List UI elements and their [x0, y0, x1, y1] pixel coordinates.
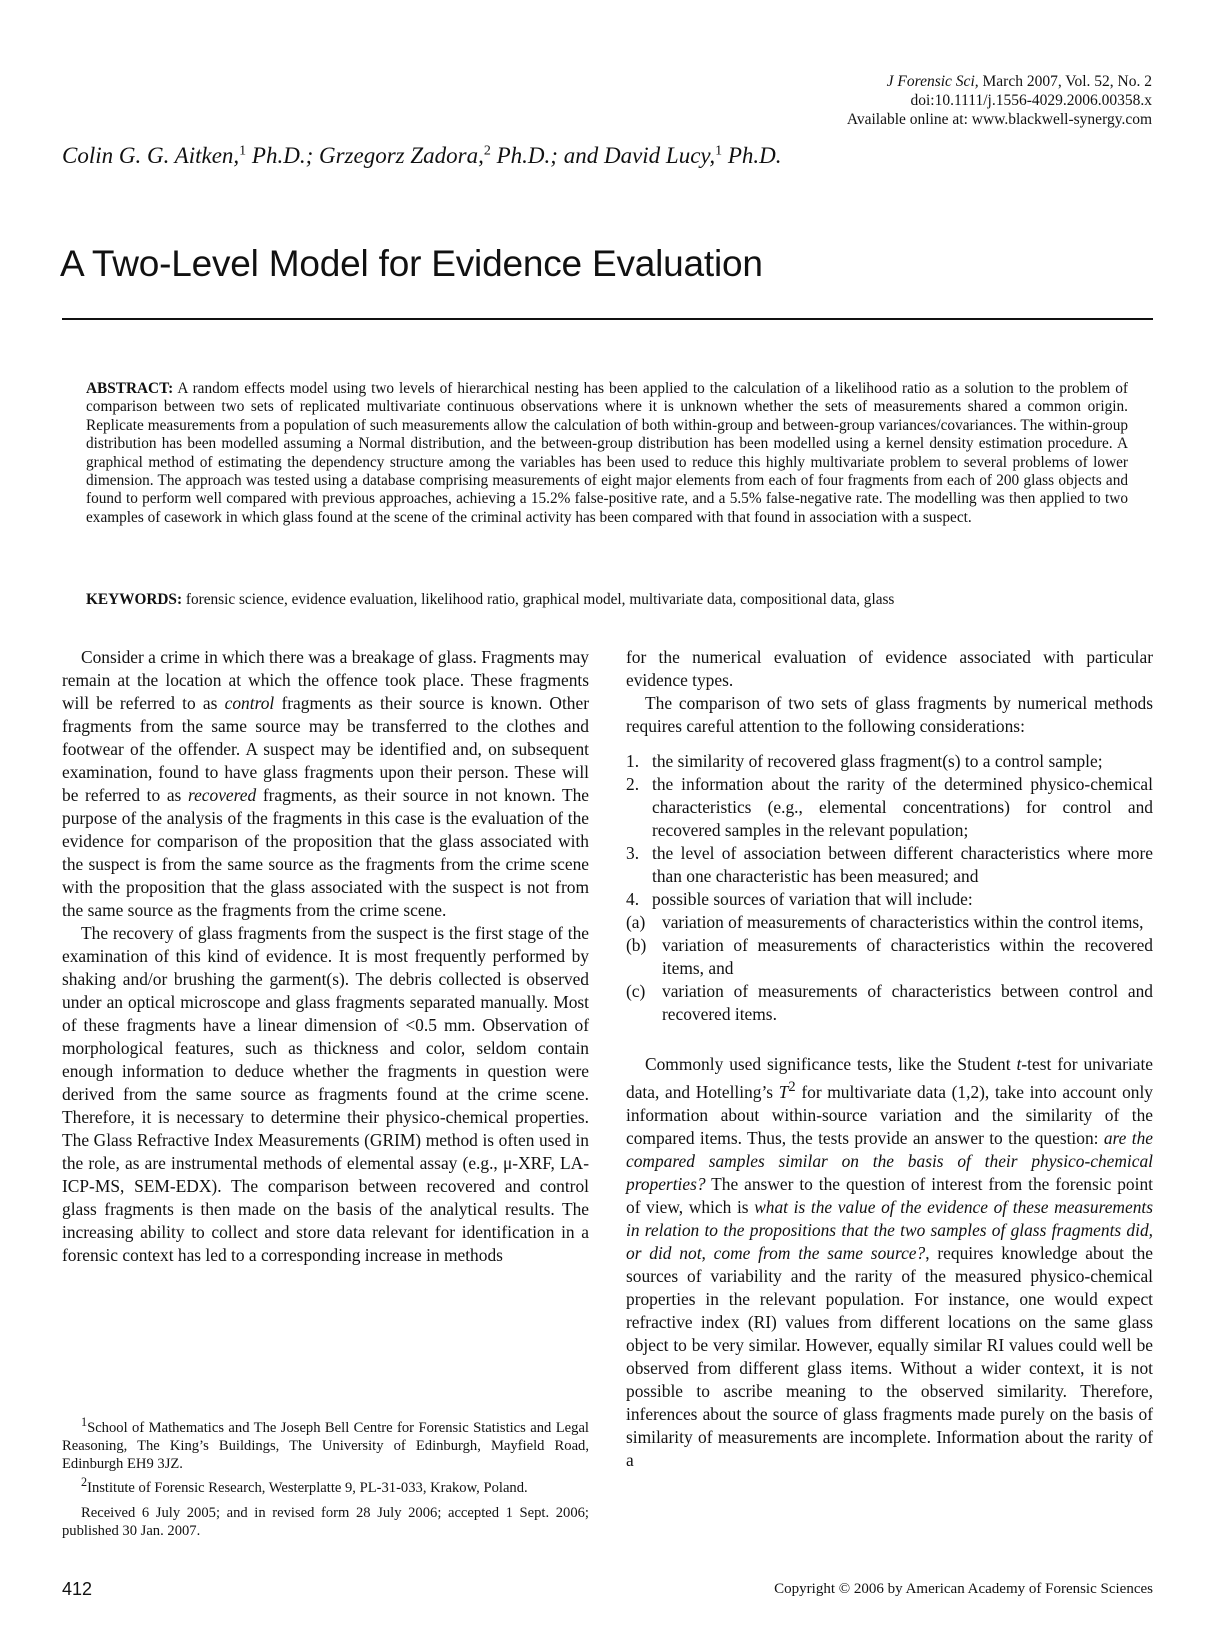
- footnote: [62, 1413, 589, 1473]
- list-text: possible sources of variation that will include:: [652, 889, 973, 909]
- body-paragraph: for the numerical evaluation of evidence associated with particular evidence types.: [626, 647, 1153, 690]
- considerations-list: [626, 750, 1153, 911]
- journal-issue: March 2007, Vol. 52, No. 2: [982, 73, 1152, 90]
- list-text: variation of measurements of characteristics within the control items,: [662, 912, 1144, 932]
- spacer: [626, 1026, 1153, 1053]
- footnote-mark: 2: [81, 1474, 88, 1489]
- text-run: fragments, as their source in not known. The purpose of the analysis of the fragments in this case is the evaluation of the evidence for comparison of the proposition that the glass associated with the suspect is from the same source as the fragments from the crime scene with the proposition that the glass associated with the suspect is not from the same source as the fragments from the crime scene.: [62, 785, 589, 920]
- author-name: David Lucy,: [603, 143, 716, 168]
- body-paragraph: [626, 1053, 1153, 1472]
- body-paragraph: The recovery of glass fragments from the suspect is the first stage of the examination of this kind of evidence. It is most frequently performed by shaking and/or brushing the garment(s). The debris collected is observed under an optical microscope and glass fragments separated manually. Most of these fragments have a linear dimension of <0.5 mm. Observation of morphological features, such as thickness and color, seldom contain enough information to deduce whether the fragments in question were derived from the same source as fragments found at the crime scene. Therefore, it is necessary to determine their physico-chemical properties. The Glass Refractive Index Measurements (GRIM) method is often used in the role, as are instrumental methods of elemental assay (e.g., μ-XRF, LA-ICP-MS, SEM-EDX). The comparison between recovered and control glass fragments is then made on the basis of the analytical results. The increasing ability to collect and store data relevant for identification in a forensic context has led to a corresponding increase in methods: [62, 923, 589, 1265]
- affiliation-mark: 2: [483, 143, 491, 159]
- list-letter: (a): [626, 912, 646, 932]
- footnotes: [62, 1413, 589, 1540]
- copyright-notice: Copyright © 2006 by American Academy of Forensic Sciences: [774, 1581, 1153, 1597]
- list-item: [626, 911, 1153, 934]
- list-item: [626, 888, 1153, 911]
- list-text: the information about the rarity of the determined physico-chemical characteristics (e.g., elemental concentrations) for control and recovered samples in the relevant population;: [652, 774, 1153, 840]
- footnote-mark: 1: [81, 1415, 88, 1429]
- paper-title: A Two-Level Model for Evidence Evaluation: [60, 242, 763, 284]
- body-paragraph: The comparison of two sets of glass fragments by numerical methods requires careful attention to the following considerations:: [626, 693, 1153, 736]
- text-run: for multivariate data (1,2), take into account only information about within-source variation and the similarity of the compared items. Thus, the tests provide an answer to the question:: [626, 1081, 1153, 1148]
- list-number: 4.: [626, 889, 640, 909]
- emphasis: t: [1016, 1054, 1022, 1074]
- list-letter: (b): [626, 935, 647, 955]
- abstract-text: A random effects model using two levels of hierarchical nesting has been applied to the calculation of a likelihood ratio as a solution to the problem of comparison between two sets of replicated multivariate continuous observations where it is unknown whether the sets of measurements shared a common origin. Replicate measurements from a population of such measurements allow the calculation of both within-group and between-group variances/covariances. The within-group distribution has been modelled assuming a Normal distribution, and the between-group distribution has been modelled using a kernel density estimation procedure. A graphical method of estimating the dependency structure among the variables has been used to reduce this highly multivariate problem to several problems of lower dimension. The approach was tested using a database comprising measurements of eight major elements from each of four fragments from each of 200 glass objects and found to perform well compared with previous approaches, achieving a 15.2% false-positive rate, and a 5.5% false-negative rate. The modelling was then applied to two examples of casework in which glass found at the scene of the criminal activity has been compared with that found in association with a suspect.: [86, 380, 1128, 526]
- text-run: , requires knowledge about the sources of variability and the rarity of the measured physico-chemical properties in the relevant population. For instance, one would expect refractive index (RI) values from different locations on the same glass object to be very similar. However, equally similar RI values could well be observed from different glass items. Without a wider context, it is not possible to ascribe meaning to the observed similarity. Therefore, inferences about the source of glass fragments made purely on the basis of similarity of measurements are incomplete. Information about the rarity of a: [626, 1242, 1153, 1470]
- journal-issue-line: [552, 72, 1152, 91]
- keywords-label: KEYWORDS:: [86, 591, 183, 608]
- author-list: [62, 143, 782, 169]
- author-conjunction: and: [563, 143, 599, 168]
- list-text: variation of measurements of characteristics within the recovered items, and: [662, 935, 1153, 978]
- abstract: [86, 380, 1128, 527]
- footnote-text: School of Mathematics and The Joseph Bell Centre for Forensic Statistics and Legal Reasoning, The King’s Buildings, The University of Edinburgh, Mayfield Road, Edinburgh EH9 3JZ.: [62, 1419, 589, 1472]
- author-name: Grzegorz Zadora,: [319, 143, 484, 168]
- author-degree: Ph.D.: [727, 143, 782, 168]
- list-number: 1.: [626, 751, 640, 771]
- keywords: [86, 591, 1146, 609]
- list-item: [626, 934, 1153, 980]
- abstract-label: ABSTRACT:: [86, 380, 174, 397]
- list-item: [626, 773, 1153, 842]
- keywords-text: forensic science, evidence evaluation, likelihood ratio, graphical model, multivariate data, compositional data, glass: [185, 591, 895, 608]
- text-run: The answer to the question of interest from the forensic point of view, which is: [626, 1173, 1153, 1217]
- list-item: [626, 980, 1153, 1026]
- online-availability: Available online at: www.blackwell-synergy.com: [846, 111, 1152, 128]
- list-text: the level of association between different characteristics where more than one characteristic has been measured; and: [652, 843, 1153, 886]
- journal-citation: [552, 72, 1152, 129]
- list-item: [626, 842, 1153, 888]
- emphasis: what is the value of the evidence of these measurements in relation to the propositions that the two samples of glass fragments did, or did not, come from the same source?: [626, 1196, 1154, 1263]
- body-paragraph: [62, 646, 589, 922]
- list-item: [626, 750, 1153, 773]
- list-number: 3.: [626, 843, 640, 863]
- doi: doi:10.1111/j.1556-4029.2006.00358.x: [910, 92, 1152, 109]
- left-column: [62, 646, 589, 1267]
- text-run: fragments as their source is known. Other fragments from the same source may be transferred to the clothes and footwear of the offender. A suspect may be identified and, on subsequent examination, found to have glass fragments upon their person. These will be referred to as: [62, 693, 589, 805]
- emphasis: T: [778, 1081, 789, 1102]
- list-text: variation of measurements of characteristics between control and recovered items.: [662, 981, 1153, 1024]
- affiliation-mark: 1: [715, 143, 723, 159]
- journal-name: J Forensic Sci,: [886, 73, 979, 90]
- right-column: [626, 646, 1153, 1472]
- author-name: Colin G. G. Aitken,: [62, 143, 240, 168]
- footnote-text: Institute of Forensic Research, Westerplatte 9, PL-31-033, Krakow, Poland.: [87, 1479, 528, 1496]
- page-number: 412: [62, 1579, 93, 1599]
- list-text: the similarity of recovered glass fragment(s) to a control sample;: [652, 751, 1103, 771]
- affiliation-mark: 1: [239, 143, 247, 159]
- emphasis: are the compared samples similar on the basis of their physico-chemical properties?: [626, 1127, 1153, 1194]
- list-number: 2.: [626, 774, 640, 794]
- author-degree: Ph.D.;: [496, 143, 558, 168]
- emphasis: control: [224, 693, 275, 713]
- variation-sublist: [626, 911, 1153, 1026]
- text-run: Commonly used significance tests, like the Student: [645, 1054, 1017, 1074]
- text-run: Consider a crime in which there was a breakage of glass. Fragments may remain at the location at which the offence took place. These fragments will be referred to as: [62, 647, 589, 713]
- author-degree: Ph.D.;: [251, 143, 314, 168]
- received-dates: Received 6 July 2005; and in revised form 28 July 2006; accepted 1 Sept. 2006; published 30 Jan. 2007.: [62, 1504, 589, 1539]
- text-run: -test for univariate data, and Hotelling’s: [626, 1054, 1153, 1102]
- list-letter: (c): [626, 981, 646, 1001]
- title-divider: [62, 318, 1153, 320]
- footnote: [62, 1473, 589, 1497]
- emphasis: recovered: [187, 785, 257, 805]
- superscript: 2: [788, 1079, 796, 1095]
